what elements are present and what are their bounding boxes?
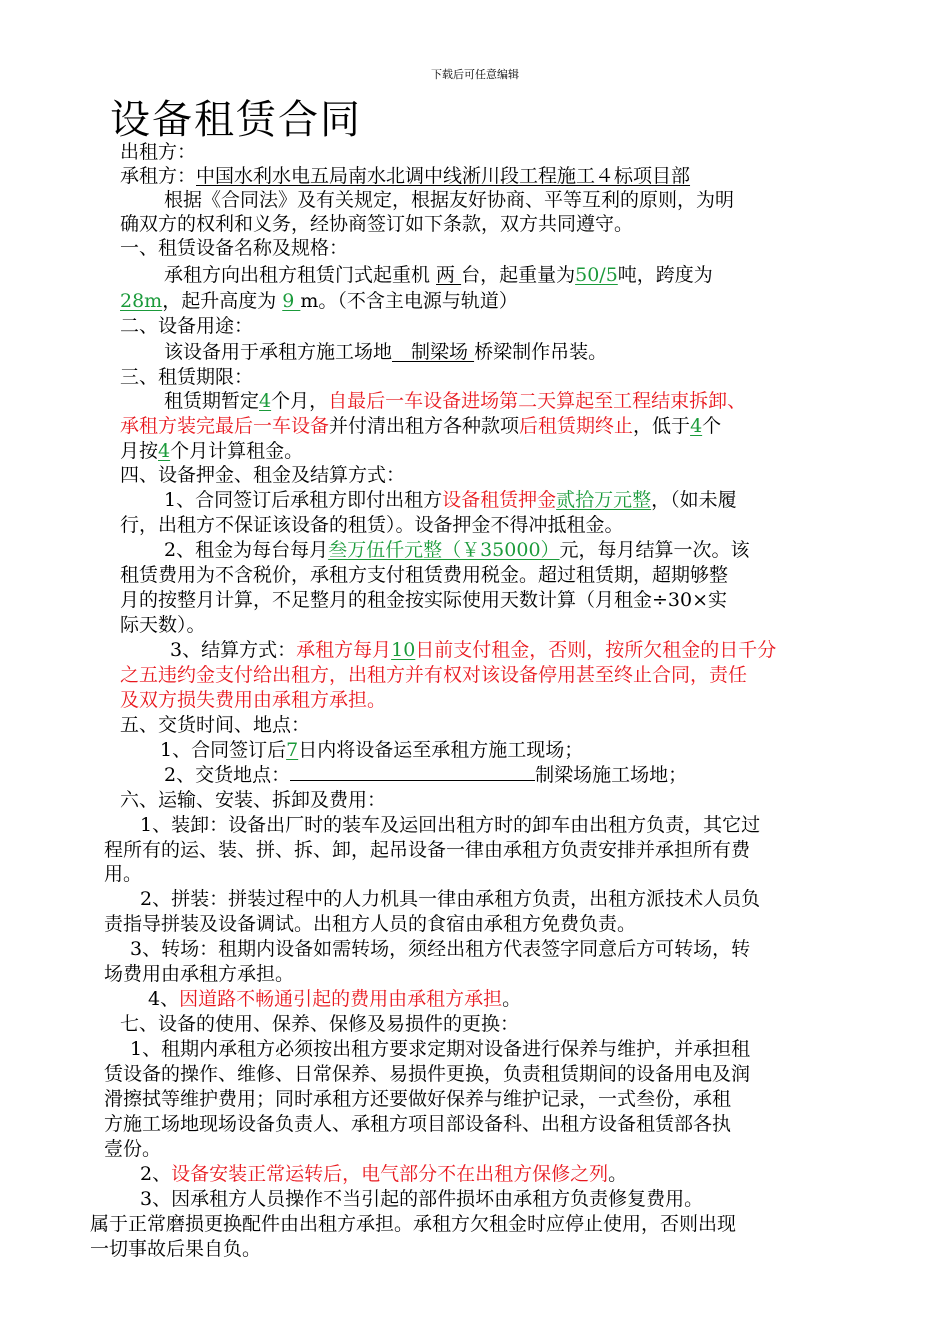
text-segment: m。（不含主电源与轨道） (300, 290, 518, 312)
text-segment: 六、运输、安装、拆卸及费用： (120, 789, 387, 811)
text-segment: 1、租期内承租方必须按出租方要求定期对设备进行保养与维护，并承担租 (130, 1038, 751, 1060)
header-note: 下载后可任意编辑 (431, 68, 519, 81)
text-line (104, 1136, 161, 1162)
text-segment: 承租方每月 (296, 639, 392, 661)
text-segment: 台，起重量为 (461, 264, 576, 286)
text-line (120, 413, 721, 439)
text-segment: 中国水利水电五局南水北调中线淅川段工程施工４标项目部 (196, 165, 691, 187)
text-segment: 3、转场：租期内设备如需转场，须经出租方代表签字同意后方可转场，转 (130, 938, 751, 960)
text-segment: 4 (259, 390, 272, 412)
text-line (120, 288, 518, 314)
text-line (164, 388, 746, 414)
text-segment: ，（如未履 (651, 489, 737, 511)
text-segment: 五、交货时间、地点： (120, 714, 311, 736)
text-line (120, 787, 386, 813)
text-line (130, 1036, 750, 1062)
text-segment: 3、结算方式： (170, 639, 297, 661)
text-segment: 日前支付租金，否则，按所欠租金的日千分 (415, 639, 777, 661)
text-line (140, 886, 760, 912)
text-line (104, 837, 750, 863)
text-line (104, 1086, 731, 1112)
text-segment: 2、交货地点： (164, 764, 291, 786)
text-segment: 设备安装正常运转后，电气部分不在出租方保修之列 (171, 1163, 609, 1185)
text-line (120, 438, 303, 464)
text-line (164, 339, 607, 365)
text-segment: 出租方： (120, 141, 197, 163)
text-line (120, 364, 253, 390)
text-segment: 。 (608, 1163, 628, 1185)
text-segment: 2、 (140, 1163, 172, 1185)
text-segment: 。 (502, 988, 522, 1010)
text-segment: 4 (158, 440, 171, 462)
text-segment: 租赁期暂定 (164, 390, 260, 412)
text-segment: 日内将设备运至承租方施工现场； (298, 739, 584, 761)
text-segment: 赁设备的操作、维修、日常保养、易损件更换，负责租赁期间的设备用电及润 (104, 1063, 751, 1085)
text-segment: 行，出租方不保证该设备的租赁）。设备押金不得冲抵租金。 (120, 514, 624, 536)
text-segment: 两 (436, 264, 462, 286)
text-line (120, 139, 196, 165)
text-segment: 吨，跨度为 (617, 264, 713, 286)
text-line (164, 487, 737, 513)
text-segment: 2、拼装：拼装过程中的人力机具一律由承租方负责，出租方派技术人员负 (140, 888, 761, 910)
text-segment: 50/5 (575, 264, 618, 286)
text-segment: 确双方的权利和义务，经协商签订如下条款，双方共同遵守。 (120, 213, 634, 235)
text-segment: 3、因承租方人员操作不当引起的部件损坏由承租方负责修复费用。 (140, 1188, 704, 1210)
text-line (120, 1011, 519, 1037)
text-segment: 七、设备的使用、保养、保修及易损件的更换： (120, 1013, 520, 1035)
text-segment: 壹份。 (104, 1138, 162, 1160)
text-line (130, 936, 750, 962)
text-segment: 后租赁期终止 (519, 415, 634, 437)
text-segment: 元，每月结算一次。该 (559, 539, 750, 561)
text-segment: 4 (690, 415, 703, 437)
text-segment: 三、租赁期限： (120, 366, 254, 388)
text-segment: 贰拾万元整 (556, 489, 652, 511)
text-segment: 1、合同签订后 (160, 739, 287, 761)
text-line (90, 1211, 736, 1237)
text-line (104, 861, 142, 887)
text-segment: 4、 (148, 988, 180, 1010)
text-line (148, 986, 521, 1012)
text-segment: 租赁费用为不含税价，承租方支付租赁费用税金。超过租赁期，超期够整 (120, 564, 729, 586)
text-line (140, 1161, 627, 1187)
text-line (120, 562, 728, 588)
text-segment: 9 (282, 290, 301, 312)
text-line (120, 235, 348, 261)
text-line (90, 1236, 261, 1262)
text-segment: 叁万伍仟元整（￥35000） (328, 539, 560, 561)
text-line (120, 612, 206, 638)
text-segment: 承租方： (120, 165, 197, 187)
text-segment: 属于正常磨损更换配件由出租方承担。承租方欠租金时应停止使用，否则出现 (90, 1213, 737, 1235)
text-segment: 二、设备用途： (120, 315, 254, 337)
text-segment: 四、设备押金、租金及结算方式： (120, 464, 406, 486)
text-segment: 程所有的运、装、拼、拆、卸，起吊设备一律由承租方负责安排并承担所有费 (104, 839, 751, 861)
text-segment: 并付清出租方各种款项 (329, 415, 520, 437)
text-line (104, 961, 294, 987)
text-line (120, 662, 747, 688)
text-segment: 1、装卸：设备出厂时的装车及运回出租方时的卸车由出租方负责，其它过 (140, 814, 761, 836)
text-segment: 该设备用于承租方施工场地 (164, 341, 393, 363)
text-line (164, 262, 713, 288)
text-line (120, 712, 310, 738)
text-segment: 制梁场施工场地； (535, 764, 688, 786)
text-line (120, 462, 405, 488)
text-line (140, 1186, 703, 1212)
text-line (170, 637, 776, 663)
text-line (120, 587, 727, 613)
text-segment: 28m (120, 290, 163, 312)
text-line (104, 1061, 750, 1087)
text-segment: 个月， (271, 390, 329, 412)
text-segment: 滑擦拭等维护费用；同时承租方还要做好保养与维护记录，一式叁份，承租 (104, 1088, 732, 1110)
text-line (164, 187, 734, 213)
text-segment: 自最后一车设备进场第二天算起至工程结束拆卸、 (328, 390, 747, 412)
text-segment: 月的按整月计算，不足整月的租金按实际使用天数计算（月租金÷30×实 (120, 589, 728, 611)
text-segment: ，低于 (633, 415, 691, 437)
text-line (104, 1111, 731, 1137)
text-segment: 责指导拼装及设备调试。出租方人员的食宿由承租方免费负责。 (104, 913, 637, 935)
text-line (120, 313, 253, 339)
text-segment: 之五违约金支付给出租方，出租方并有权对该设备停用甚至终止合同，责任 (120, 664, 748, 686)
text-segment: 2、租金为每台每月 (164, 539, 329, 561)
text-segment: 月按 (120, 440, 159, 462)
text-segment: 一切事故后果自负。 (90, 1238, 262, 1260)
text-segment: 场费用由承租方承担。 (104, 963, 295, 985)
fill-in-blank (290, 762, 535, 781)
text-segment: 制梁场 (392, 341, 475, 363)
text-segment: 10 (391, 639, 416, 661)
text-line (140, 812, 760, 838)
text-line (104, 911, 636, 937)
text-segment: 个月计算租金。 (170, 440, 304, 462)
text-line (164, 537, 750, 563)
text-segment: 承租方装完最后一车设备 (120, 415, 330, 437)
text-line (120, 211, 633, 237)
text-line (120, 512, 624, 538)
text-segment: 及双方损失费用由承租方承担。 (120, 689, 387, 711)
text-segment: 7 (286, 739, 299, 761)
text-segment: 个 (702, 415, 722, 437)
text-segment: 际天数）。 (120, 614, 206, 636)
document-title: 设备租赁合同 (110, 97, 362, 143)
text-segment: 桥梁制作吊装。 (474, 341, 608, 363)
text-line (160, 737, 583, 763)
text-segment: 根据《合同法》及有关规定，根据友好协商、平等互利的原则，为明 (164, 189, 735, 211)
text-segment: 方施工场地现场设备负责人、承租方项目部设备科、出租方设备租赁部各执 (104, 1113, 732, 1135)
text-segment: 1、合同签订后承租方即付出租方 (164, 489, 443, 511)
text-segment: 设备租赁押金 (442, 489, 557, 511)
text-segment: ，起升高度为 (162, 290, 283, 312)
text-segment: 因道路不畅通引起的费用由承租方承担 (179, 988, 503, 1010)
text-line (120, 687, 386, 713)
text-line (120, 163, 690, 189)
text-line (164, 762, 687, 788)
text-segment: 承租方向出租方租赁门式起重机 (164, 264, 437, 286)
text-segment: 一、租赁设备名称及规格： (120, 237, 349, 259)
text-segment: 用。 (104, 863, 143, 885)
